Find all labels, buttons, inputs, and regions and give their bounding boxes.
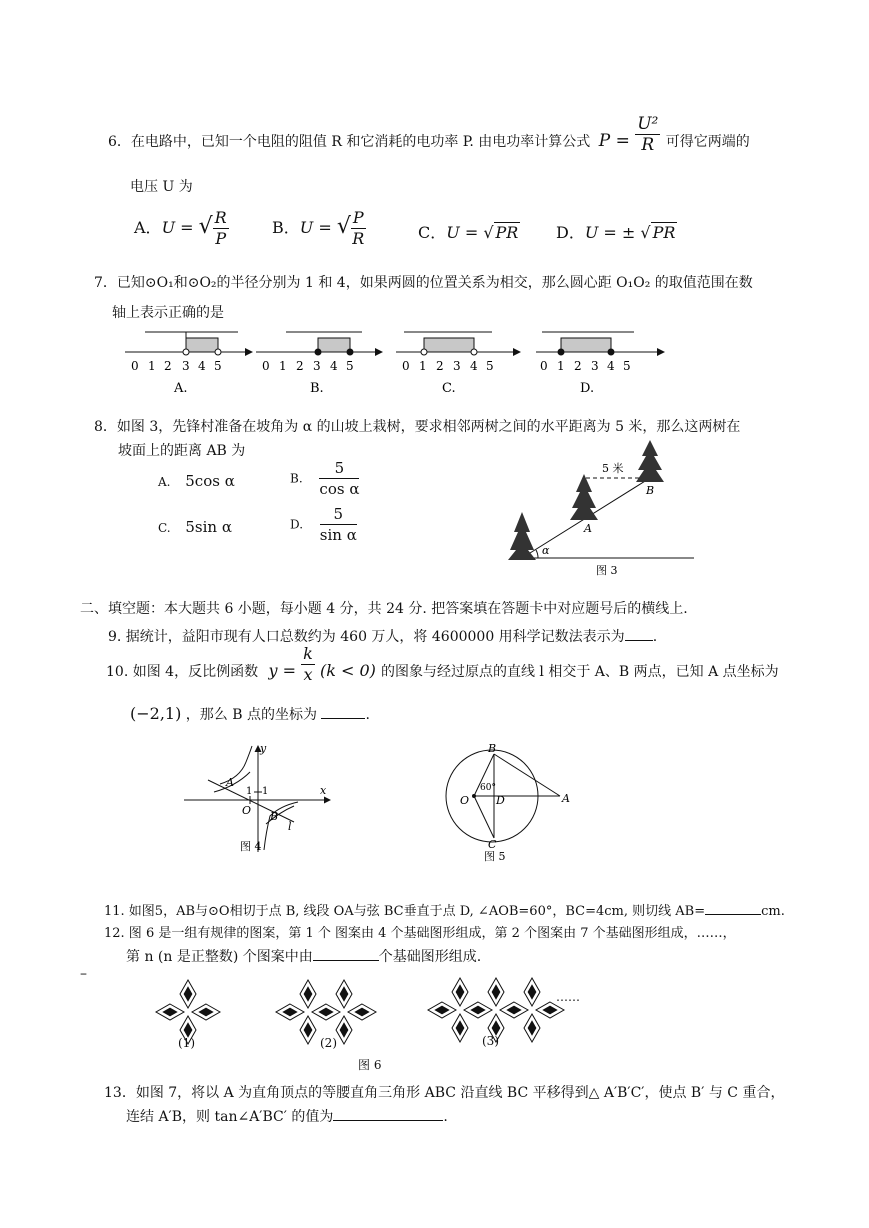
q10-line1: 10. 如图 4，反比例函数 y = $\frac{k}{x}$ (k < 0) 的图象与经过原点的直线 l 相交于 A、B 两点，已知 A 点坐标为 [106, 644, 779, 684]
figure-4 [180, 742, 360, 862]
q13-line2: 连结 A′B，则 tan∠A′BC′ 的值为 . [126, 1109, 448, 1125]
q13-line1: 13．如图 7，将以 A 为直角顶点的等腰直角三角形 ABC 沿直线 BC 平移得到△ A′B′C′，使点 B′ 与 C 重合， [104, 1085, 785, 1101]
section-2-heading: 二、填空题：本大题共 6 小题，每小题 4 分，共 24 分. 把答案填在答题卡中对应题号后的横线上. [80, 601, 688, 617]
q7-line-c [396, 332, 520, 396]
fig5-point-c: C [488, 838, 497, 851]
diamond-shape [312, 1004, 340, 1020]
q7-d-tick-5: 5 [623, 359, 631, 373]
q12-line2: 第 n (n 是正整数) 个图案中由 个基础图形组成. [126, 949, 482, 965]
diamond-shape [348, 1004, 376, 1020]
fig6-label-1: (1) [178, 1036, 195, 1050]
q7-b-tick-1: 1 [279, 359, 287, 373]
q7-a-tick-3: 3 [182, 359, 190, 373]
q6-text: 6．在电路中，已知一个电阻的阻值 R 和它消耗的电功率 P. 由电功率计算公式 [108, 134, 591, 150]
q7-c-tick-4: 4 [470, 359, 478, 373]
diamond-shape [300, 980, 316, 1008]
q12-line1: 12. 图 6 是一组有规律的图案，第 1 个 图案由 4 个基础图形组成，第 2 个图案由 7 个基础图形组成，……， [104, 926, 736, 941]
fig3-angle: α [542, 544, 550, 557]
q7-a-tick-5: 5 [214, 359, 222, 373]
fig4-point-b: B [270, 810, 279, 823]
fig4-origin: O [242, 804, 252, 817]
fig5-caption: 图 5 [484, 850, 506, 863]
diamond-shape [300, 1016, 316, 1044]
fig5-angle: 60° [480, 783, 496, 793]
figure-3 [500, 438, 720, 578]
fig3-distance-label: 5 米 [602, 462, 624, 475]
q7-d-tick-4: 4 [607, 359, 615, 373]
diamond-shape [336, 1016, 352, 1044]
diamond-shape [536, 1002, 564, 1018]
tree-icon [508, 512, 536, 560]
q8-line1: 8．如图 3，先锋村准备在坡角为 α 的山坡上栽树，要求相邻两树之间的水平距离为 5 米，那么这两树在 [94, 419, 741, 435]
q7-a-label: A. [174, 381, 188, 396]
q6-tail: 可得它两端的 [665, 134, 750, 150]
q7-line1: 7．已知⊙O₁和⊙O₂的半径分别为 1 和 4，如果两圆的位置关系为相交，那么圆心距 O₁O₂ 的取值范围在数 [94, 275, 753, 291]
q8-line2: 坡面上的距离 AB 为 [118, 443, 246, 459]
q7-b-tick-0: 0 [262, 359, 270, 373]
q10-line2: (−2,1) ，那么 B 点的坐标为 . [130, 704, 370, 723]
q7-line-b [256, 332, 382, 396]
fig3-point-a: A [584, 522, 592, 535]
diamond-shape [452, 1014, 468, 1042]
fig5-point-o: O [460, 794, 470, 807]
q8-option-c: C. 5sin α [158, 518, 232, 536]
q7-c-tick-2: 2 [436, 359, 444, 373]
q7-number-lines [0, 326, 869, 406]
q7-line-a [125, 332, 252, 396]
fig6-label-3: (3) [482, 1034, 499, 1048]
diamond-shape [464, 1002, 492, 1018]
fig3-point-b: B [646, 484, 655, 497]
q7-d-tick-0: 0 [540, 359, 548, 373]
fig5-point-b: B [488, 742, 497, 755]
q9: 9. 据统计，益阳市现有人口总数约为 460 万人，将 4600000 用科学记数法表示为 . [108, 629, 658, 645]
diamond-shape [156, 1004, 184, 1020]
q7-d-tick-3: 3 [591, 359, 599, 373]
q8-option-a: A. 5cos α [158, 472, 235, 490]
q7-c-tick-1: 1 [419, 359, 427, 373]
fig4-y-label: y [260, 742, 267, 755]
q7-line2: 轴上表示正确的是 [112, 305, 224, 321]
diamond-shape [452, 978, 468, 1006]
q7-c-tick-3: 3 [453, 359, 461, 373]
q7-a-tick-2: 2 [164, 359, 172, 373]
q7-d-tick-2: 2 [574, 359, 582, 373]
q7-a-tick-1: 1 [148, 359, 156, 373]
fig4-one-b: 1 [262, 786, 269, 797]
q7-line-d [536, 332, 664, 396]
q6-option-a: A．U = √ $\frac{R}{P}$ [134, 208, 227, 248]
diamond-shape [524, 1014, 540, 1042]
fig5-point-d: D [496, 794, 505, 807]
diamond-shape [524, 978, 540, 1006]
q7-b-tick-5: 5 [346, 359, 354, 373]
q7-b-tick-4: 4 [330, 359, 338, 373]
q7-c-tick-0: 0 [402, 359, 410, 373]
q7-d-label: D. [580, 381, 595, 396]
stray-dash: – [80, 966, 87, 982]
q6-formula: P = $\frac{\text{U²}}{R}$ [598, 114, 659, 155]
diamond-shape [428, 1002, 456, 1018]
fig6-label-2: (2) [320, 1036, 337, 1050]
q7-b-label: B. [310, 381, 324, 396]
q7-c-tick-5: 5 [486, 359, 494, 373]
q8-option-d: D. $\frac{5}{\text{sin α}}$ [290, 505, 357, 544]
q8-option-b: B. $\frac{5}{\text{cos α}}$ [290, 459, 360, 498]
q7-a-tick-0: 0 [131, 359, 139, 373]
fig5-point-a: A [562, 792, 570, 805]
fig6-caption: 图 6 [358, 1058, 382, 1072]
fig6-dots: …… [556, 990, 580, 1004]
fig4-caption: 图 4 [240, 840, 262, 853]
q7-b-tick-3: 3 [313, 359, 321, 373]
fig4-line-l: l [288, 820, 292, 833]
q6-option-b: B．U = √ $\frac{P}{R}$ [272, 208, 365, 248]
q7-b-tick-2: 2 [296, 359, 304, 373]
fig4-point-a: A [226, 776, 234, 789]
diamond-shape [180, 980, 196, 1008]
q6-option-d: D．U = ± √ PR [556, 223, 676, 242]
fig3-caption: 图 3 [596, 564, 618, 577]
q7-c-label: C. [442, 381, 456, 396]
q6-option-c: C．U = √ PR [418, 223, 519, 242]
q6-line1 [108, 114, 750, 155]
figure-5 [428, 740, 588, 863]
diamond-shape [192, 1004, 220, 1020]
q6-line2: 电压 U 为 [130, 179, 193, 195]
q7-d-tick-1: 1 [557, 359, 565, 373]
q7-a-tick-4: 4 [198, 359, 206, 373]
diamond-shape [500, 1002, 528, 1018]
diamond-shape [488, 978, 504, 1006]
fig4-one-a: 1 [246, 786, 253, 797]
tree-icon [636, 440, 664, 482]
q11: 11. 如图5，AB与⊙O相切于点 B, 线段 OA与弦 BC垂直于点 D, ∠AOB=60°，BC=4cm, 则切线 AB= cm. [104, 904, 785, 919]
diamond-shape [276, 1004, 304, 1020]
fig4-x-label: x [320, 784, 327, 797]
diamond-shape [336, 980, 352, 1008]
